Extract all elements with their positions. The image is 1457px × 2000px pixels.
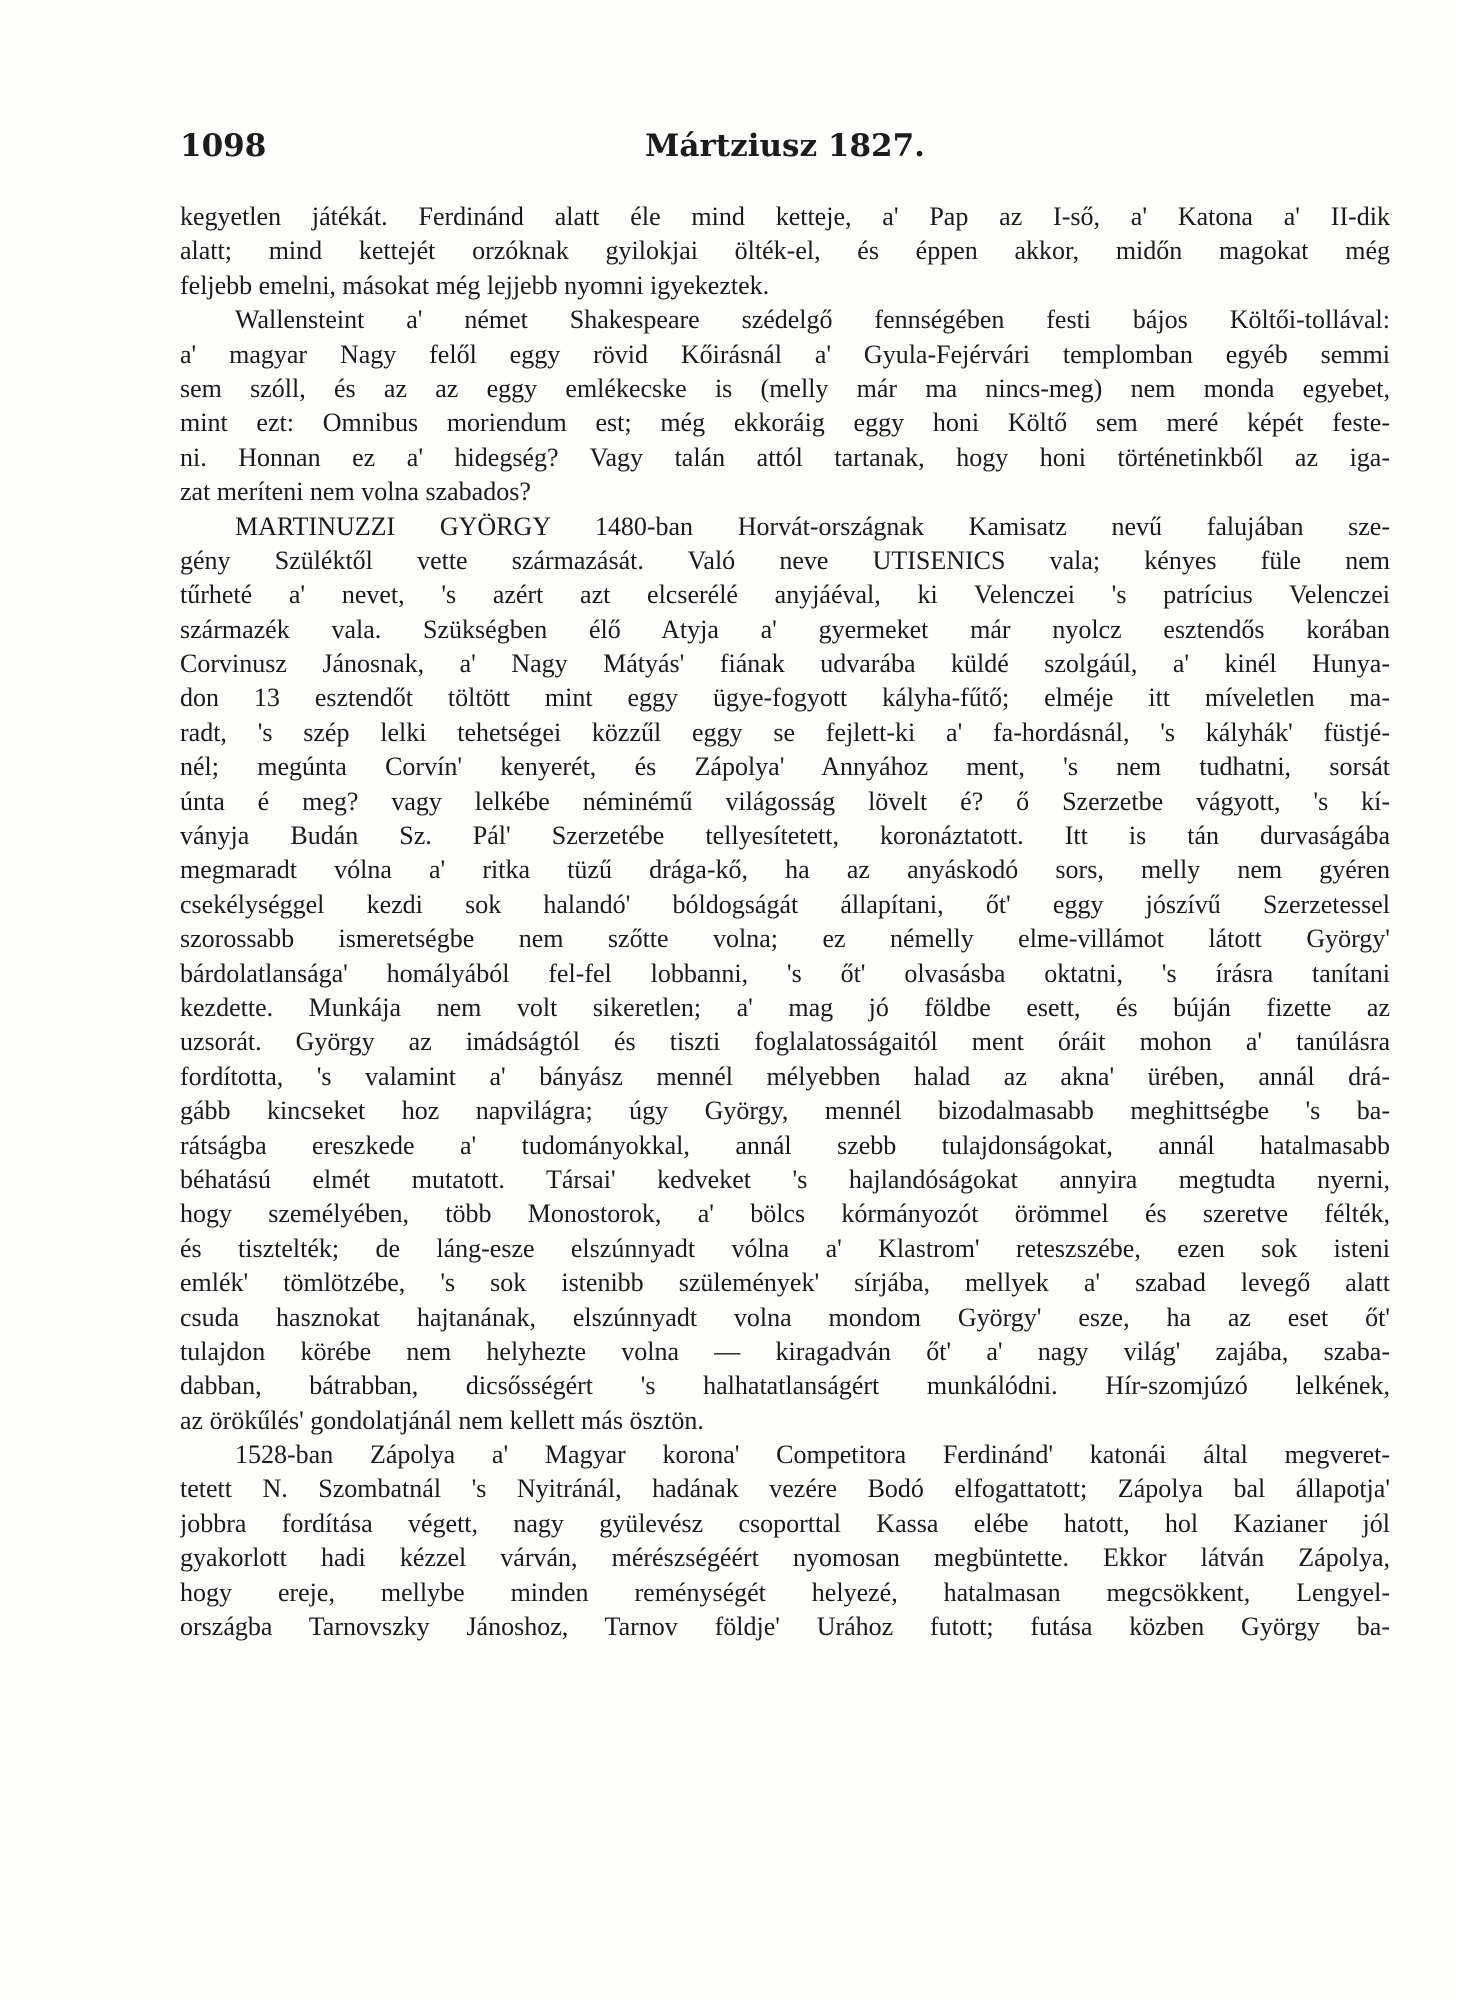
text-line: emlék' tömlötzébe, 's sok istenibb szülemények' sírjába, mellyek a' szabad levegő alatt <box>180 1268 1390 1298</box>
text-line: dabban, bátrabban, dicsősségért 's halhatatlanságért munkálódni. Hír-szomjúzó lelkének, <box>180 1371 1390 1401</box>
text-line: únta é meg? vagy lelkébe néminémű világosság lövelt é? ő Szerzetbe vágyott, 's kí- <box>180 786 1390 816</box>
text-line: sem szóll, és az az eggy emlékecske is (melly már ma nincs-meg) nem monda egyebet, <box>180 373 1390 403</box>
text-line: országba Tarnovszky Jánoshoz, Tarnov földje' Urához futott; futása közben György ba- <box>180 1612 1390 1642</box>
text-line: a' magyar Nagy felől eggy rövid Kőirásnál a' Gyula-Fejérvári templomban egyéb semmi <box>180 339 1390 369</box>
text-line: tetett N. Szombatnál 's Nyitránál, hadának vezére Bodó elfogattatott; Zápolya bal állapotja' <box>180 1474 1390 1504</box>
text-line: kezdette. Munkája nem volt sikeretlen; a' mag jó földbe esett, és búján fizette az <box>180 992 1390 1022</box>
text-line: alatt; mind kettejét orzóknak gyilokjai ölték-el, és éppen akkor, midőn magokat még <box>180 236 1390 266</box>
text-line: szorossabb ismeretségbe nem szőtte volna; ez némelly elme-villámot látott György' <box>180 924 1390 954</box>
running-title: Mártziusz 1827. <box>645 128 925 164</box>
page-header <box>180 128 1390 176</box>
text-line: megmaradt vólna a' ritka tüzű drága-kő, ha az anyáskodó sors, melly nem gyéren <box>180 855 1390 885</box>
text-line: gább kincseket hoz napvilágra; úgy György, mennél bizodalmasabb meghittségbe 's ba- <box>180 1096 1390 1126</box>
text-line: tűrheté a' nevet, 's azért azt elcserélé anyjáéval, ki Velenczei 's patrícius Velenczei <box>180 580 1390 610</box>
text-line: csekélységgel kezdi sok halandó' bóldogságát állapítani, őt' eggy jószívű Szerzetessel <box>180 889 1390 919</box>
text-line: tulajdon körébe nem helyhezte volna — kiragadván őt' a' nagy világ' zajába, szaba- <box>180 1336 1390 1366</box>
text-line: bárdolatlansága' homályából fel-fel lobbanni, 's őt' olvasásba oktatni, 's írásra tanítani <box>180 958 1390 988</box>
text-line: hogy személyében, több Monostorok, a' bölcs kórmányozót örömmel és szeretve félték, <box>180 1199 1390 1229</box>
text-line: feljebb emelni, másokat még lejjebb nyomni igyekeztek. <box>180 270 770 300</box>
text-line: ványja Budán Sz. Pál' Szerzetébe tellyesítetett, koronáztatott. Itt is tán durvaságába <box>180 821 1390 851</box>
text-line: származék vala. Szükségben élő Atyja a' gyermeket már nyolcz esztendős korában <box>180 614 1390 644</box>
text-line: nél; megúnta Corvín' kenyerét, és Zápolya' Annyához ment, 's nem tudhatni, sorsát <box>180 752 1390 782</box>
text-line: uzsorát. György az imádságtól és tiszti foglalatosságaitól ment óráit mohon a' tanúlásra <box>180 1027 1390 1057</box>
text-line: mint ezt: Omnibus moriendum est; még ekkoráig eggy honi Költő sem meré képét feste- <box>180 408 1390 438</box>
text-line: zat meríteni nem volna szabados? <box>180 477 531 507</box>
paragraph-start-line: 1528-ban Zápolya a' Magyar korona' Competitora Ferdinánd' katonái által megveret- <box>235 1440 1390 1470</box>
text-line: jobbra fordítása végett, nagy gyülevész csoporttal Kassa elébe hatott, hol Kazianer jól <box>180 1508 1390 1538</box>
text-line: ni. Honnan ez a' hidegség? Vagy talán attól tartanak, hogy honi történetinkből az iga- <box>180 442 1390 472</box>
text-line: radt, 's szép lelki tehetségei közzűl eggy se fejlett-ki a' fa-hordásnál, 's kályhák' füstjé- <box>180 717 1390 747</box>
text-line: don 13 esztendőt töltött mint eggy ügye-fogyott kályha-fűtő; elméje itt míveletlen ma- <box>180 683 1390 713</box>
text-line: kegyetlen játékát. Ferdinánd alatt éle mind ketteje, a' Pap az I-ső, a' Katona a' II-dik <box>180 202 1390 231</box>
text-line: fordította, 's valamint a' bányász mennél mélyebben halad az akna' ürében, annál drá- <box>180 1061 1390 1091</box>
paragraph-start-line: MARTINUZZI GYÖRGY 1480-ban Horvát-országnak Kamisatz nevű falujában sze- <box>235 511 1390 541</box>
paragraph-start-line: Wallensteint a' német Shakespeare szédelgő fennségében festi bájos Költői-tollával: <box>235 305 1390 335</box>
text-line: Corvinusz Jánosnak, a' Nagy Mátyás' fiának udvarába küldé szolgáúl, a' kinél Hunya- <box>180 649 1390 679</box>
body-text <box>180 200 1390 1644</box>
text-line: gény Szüléktől vette származását. Való neve UTISENICS vala; kényes füle nem <box>180 545 1390 575</box>
page-number: 1098 <box>180 128 267 164</box>
text-line: rátságba ereszkede a' tudományokkal, annál szebb tulajdonságokat, annál hatalmasabb <box>180 1130 1390 1160</box>
text-line: csuda hasznokat hajtanának, elszúnnyadt volna mondom György' esze, ha az eset őt' <box>180 1302 1390 1332</box>
text-line: hogy ereje, mellybe minden reménységét helyezé, hatalmasan megcsökkent, Lengyel- <box>180 1577 1390 1607</box>
text-line: gyakorlott hadi kézzel várván, mérészségéért nyomosan megbüntette. Ekkor látván Zápolya, <box>180 1543 1390 1573</box>
text-line: és tisztelték; de láng-esze elszúnnyadt vólna a' Klastrom' reteszszébe, ezen sok isteni <box>180 1233 1390 1263</box>
text-line: az örökűlés' gondolatjánál nem kellett más ösztön. <box>180 1405 704 1435</box>
text-line: béhatású elmét mutatott. Társai' kedveket 's hajlandóságokat annyira megtudta nyerni, <box>180 1164 1390 1194</box>
